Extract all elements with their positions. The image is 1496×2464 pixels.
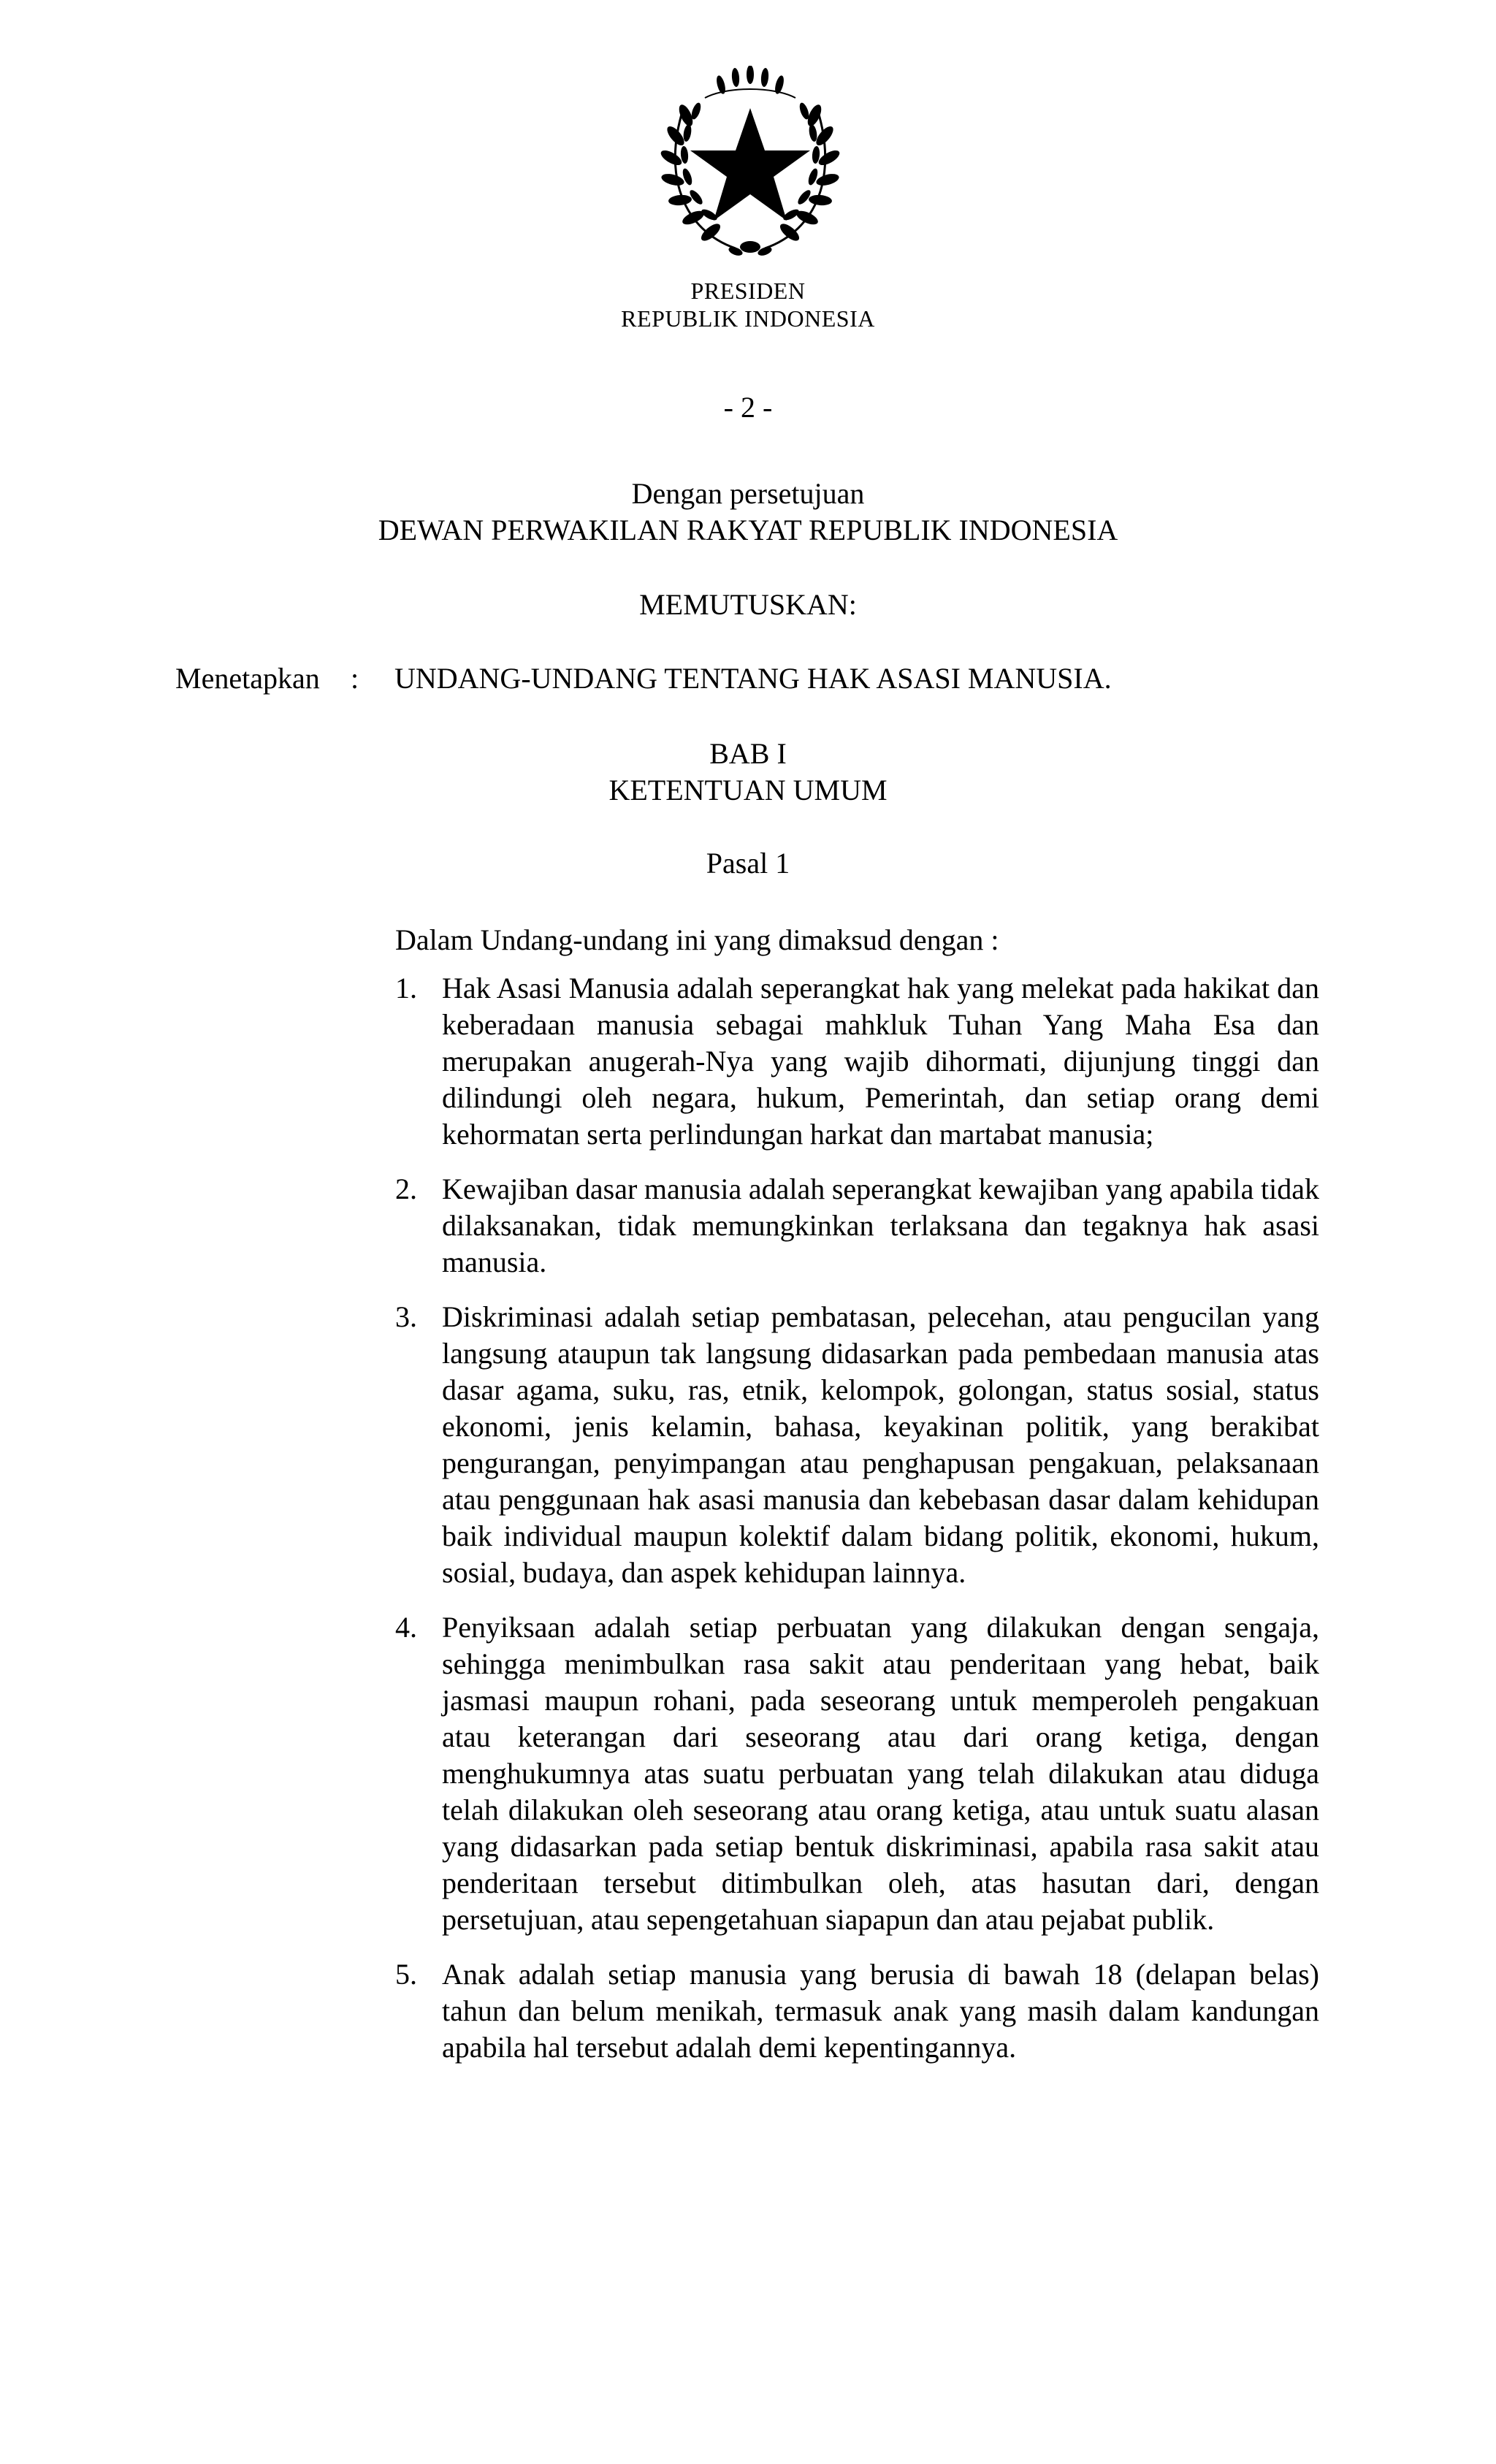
menetapkan-colon: : [351, 662, 359, 695]
item-text: Anak adalah setiap manusia yang berusia di bawah 18 (delapan belas) tahun dan belum menikah, termasuk anak yang masih dalam kandungan apabila hal tersebut adalah demi kepentingannya. [442, 1958, 1319, 2064]
approval-line: Dengan persetujuan [631, 477, 865, 510]
list-item [395, 1956, 1319, 2066]
item-number: 1. [395, 972, 417, 1004]
article-heading: Pasal 1 [706, 847, 790, 880]
item-text: Kewajiban dasar manusia adalah seperangkat kewajiban yang apabila tidak dilaksanakan, tidak memungkinkan terlaksana dan tegaknya hak asasi manusia. [442, 1172, 1319, 1278]
header-republik-indonesia: REPUBLIK INDONESIA [621, 305, 875, 332]
item-number: 5. [395, 1958, 417, 1991]
item-number: 3. [395, 1300, 417, 1333]
list-item [395, 970, 1319, 1153]
definitions-list [395, 970, 1319, 2084]
page-number: - 2 - [723, 391, 773, 424]
item-number: 2. [395, 1172, 417, 1205]
header-presiden: PRESIDEN [690, 278, 806, 304]
item-text: Penyiksaan adalah setiap perbuatan yang dilakukan dengan sengaja, sehingga menimbulkan rasa sakit atau penderitaan yang hebat, baik jasmasi maupun rohani, pada seseorang untuk memperoleh pengakuan atau keterangan dari seseorang atau dari orang ketiga, dengan menghukumnya atas suatu perbuatan yang telah dilakukan atau diduga telah dilakukan oleh seseorang atau orang ketiga, atau untuk suatu alasan yang didasarkan pada setiap bentuk diskriminasi, apabila rasa sakit atau penderitaan tersebut ditimbulkan oleh, atas hasutan dari, dengan persetujuan, atau sepengetahuan siapapun dan atau pejabat publik. [442, 1611, 1319, 1936]
list-item [395, 1609, 1319, 1938]
definitions-intro: Dalam Undang-undang ini yang dimaksud dengan : [395, 923, 999, 956]
list-item [395, 1299, 1319, 1591]
chapter-title: KETENTUAN UMUM [608, 774, 888, 806]
menetapkan-value: UNDANG-UNDANG TENTANG HAK ASASI MANUSIA. [394, 662, 1112, 695]
item-text: Hak Asasi Manusia adalah seperangkat hak yang melekat pada hakikat dan keberadaan manusia sebagai mahkluk Tuhan Yang Maha Esa dan merupakan anugerah-Nya yang wajib dihormati, dijunjung tinggi dan dilindungi oleh negara, hukum, Pemerintah, dan setiap orang demi kehormatan serta perlindungan harkat dan martabat manusia; [442, 972, 1319, 1151]
decision-heading: MEMUTUSKAN: [639, 588, 857, 621]
menetapkan-label: Menetapkan [175, 662, 320, 695]
presidential-seal-star-icon [654, 66, 847, 259]
chapter-number: BAB I [709, 737, 787, 770]
item-text: Diskriminasi adalah setiap pembatasan, pelecehan, atau pengucilan yang langsung ataupun tak langsung didasarkan pada pembedaan manusia atas dasar agama, suku, ras, etnik, kelompok, golongan, status sosial, status ekonomi, jenis kelamin, bahasa, keyakinan politik, yang berakibat pengurangan, penyimpangan atau penghapusan pengakuan, pelaksanaan atau penggunaan hak asasi manusia dan kebebasan dasar dalam kehidupan baik individual maupun kolektif dalam bidang politik, ekonomi, hukum, sosial, budaya, dan aspek kehidupan lainnya. [442, 1300, 1319, 1589]
list-item [395, 1171, 1319, 1281]
approval-body: DEWAN PERWAKILAN RAKYAT REPUBLIK INDONESIA [378, 514, 1118, 546]
item-number: 4. [395, 1611, 417, 1644]
